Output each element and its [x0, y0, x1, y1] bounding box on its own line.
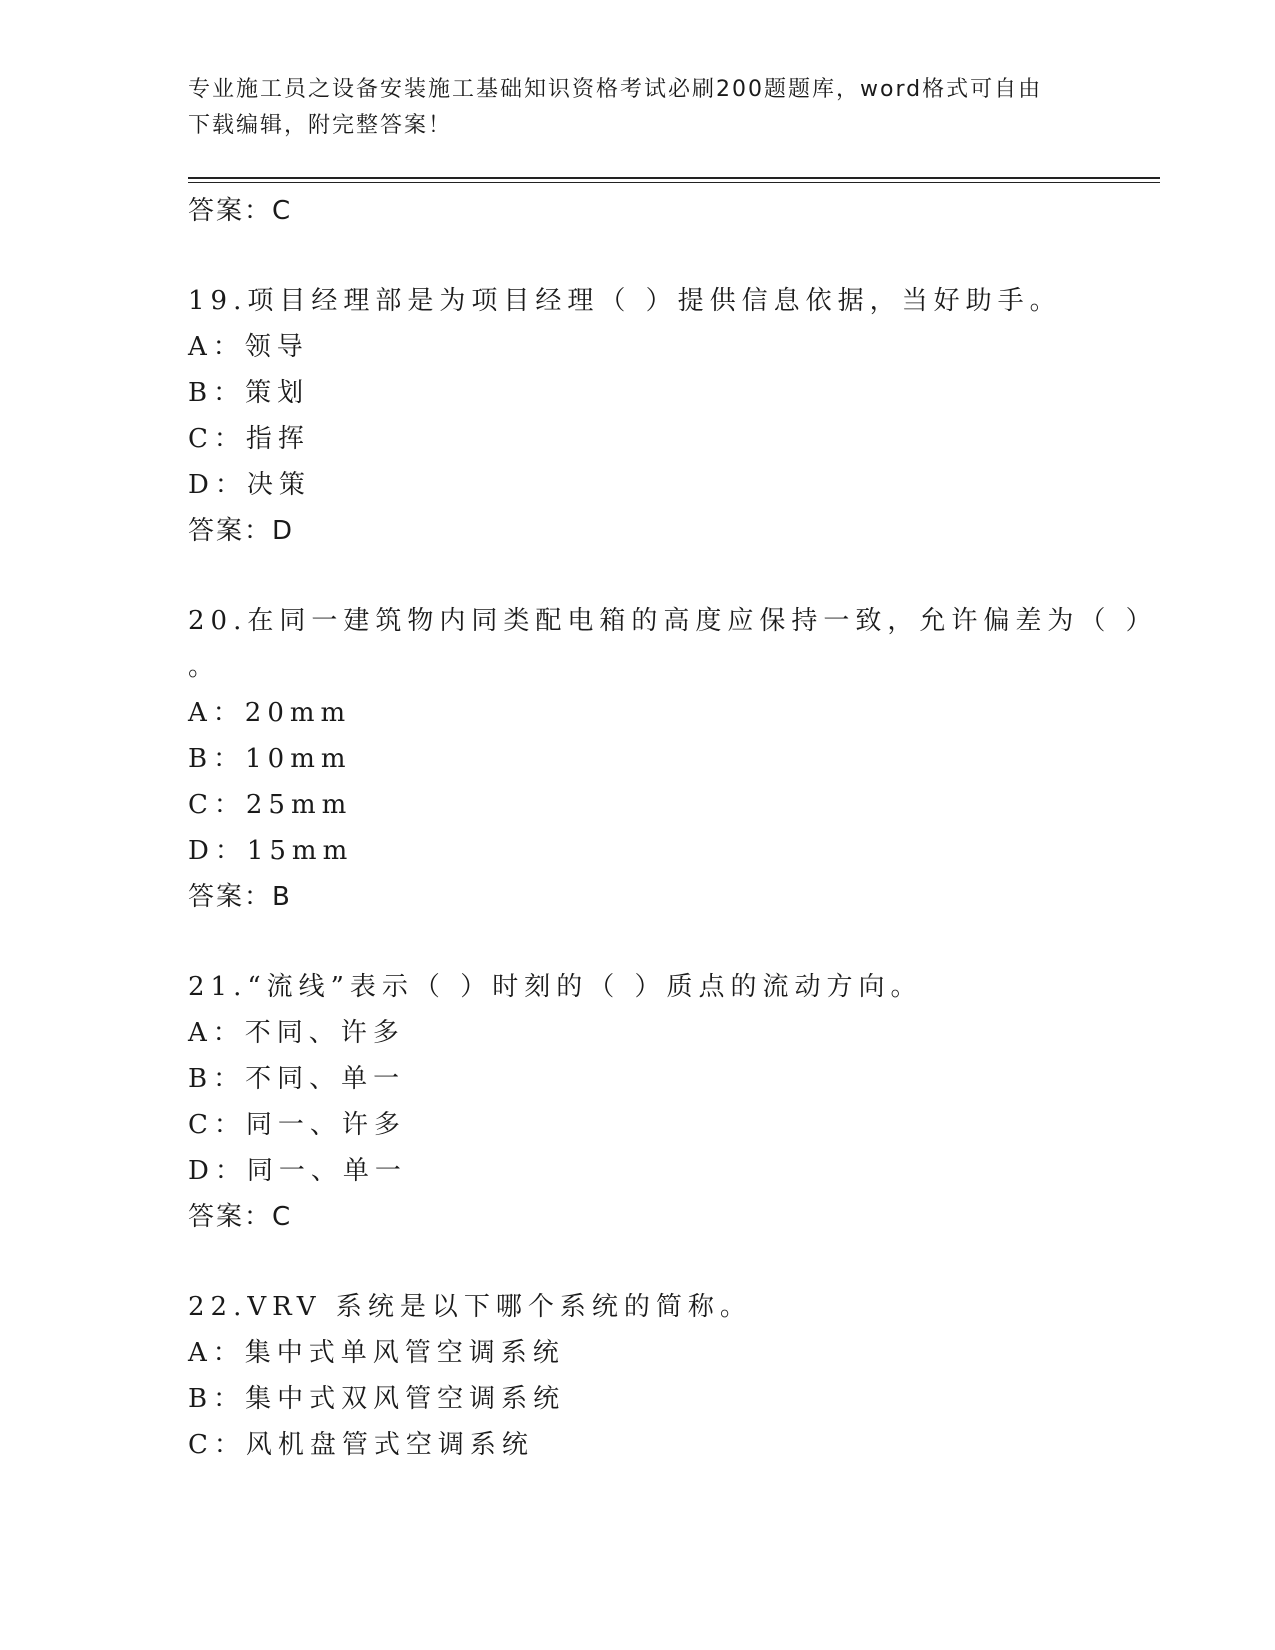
question-19 [188, 278, 1148, 554]
question-20-text-continuation: 。 [188, 652, 221, 682]
question-20-option-d: D：15mm [188, 836, 354, 866]
header-line-2: 下载编辑，附完整答案！ [188, 113, 453, 138]
answer-18: 答案：C [188, 196, 293, 226]
question-19-option-a: A：领导 [188, 332, 309, 362]
header-divider-thick [188, 177, 1160, 179]
question-21-option-c: C：同一、许多 [188, 1110, 406, 1140]
question-21 [188, 964, 1148, 1240]
spacer [188, 1240, 1148, 1284]
question-20 [188, 598, 1158, 920]
question-22-option-c: C：风机盘管式空调系统 [188, 1430, 534, 1460]
question-21-option-a: A：不同、许多 [188, 1018, 405, 1048]
question-21-text: 21.“流线”表示（ ）时刻的（ ）质点的流动方向。 [188, 972, 923, 1002]
spacer [188, 234, 1148, 278]
header-divider-thin [188, 182, 1160, 183]
question-19-text: 19.项目经理部是为项目经理（ ）提供信息依据，当好助手。 [188, 286, 1062, 316]
header-line-1: 专业施工员之设备安装施工基础知识资格考试必刷200题题库，word格式可自由 [188, 77, 1043, 102]
question-19-option-d: D：决策 [188, 470, 311, 500]
question-22 [188, 1284, 1148, 1468]
document-header [188, 72, 1088, 144]
question-list [188, 188, 1158, 1468]
answer-20: 答案：B [188, 882, 292, 912]
question-19-option-c: C：指挥 [188, 424, 310, 454]
question-21-option-b: B：不同、单一 [188, 1064, 406, 1094]
question-20-option-a: A：20mm [188, 698, 352, 728]
answer-19: 答案：D [188, 516, 295, 546]
question-20-option-c: C：25mm [188, 790, 353, 820]
question-20-text: 20.在同一建筑物内同类配电箱的高度应保持一致，允许偏差为（ ） [188, 606, 1158, 636]
answer-21: 答案：C [188, 1202, 293, 1232]
question-21-option-d: D：同一、单一 [188, 1156, 407, 1186]
question-20-option-b: B：10mm [188, 744, 352, 774]
question-22-option-b: B：集中式双风管空调系统 [188, 1384, 566, 1414]
spacer [188, 920, 1148, 964]
spacer [188, 554, 1148, 598]
question-22-option-a: A：集中式单风管空调系统 [188, 1338, 565, 1368]
question-19-option-b: B：策划 [188, 378, 310, 408]
question-22-text: 22.VRV 系统是以下哪个系统的简称。 [188, 1292, 752, 1322]
